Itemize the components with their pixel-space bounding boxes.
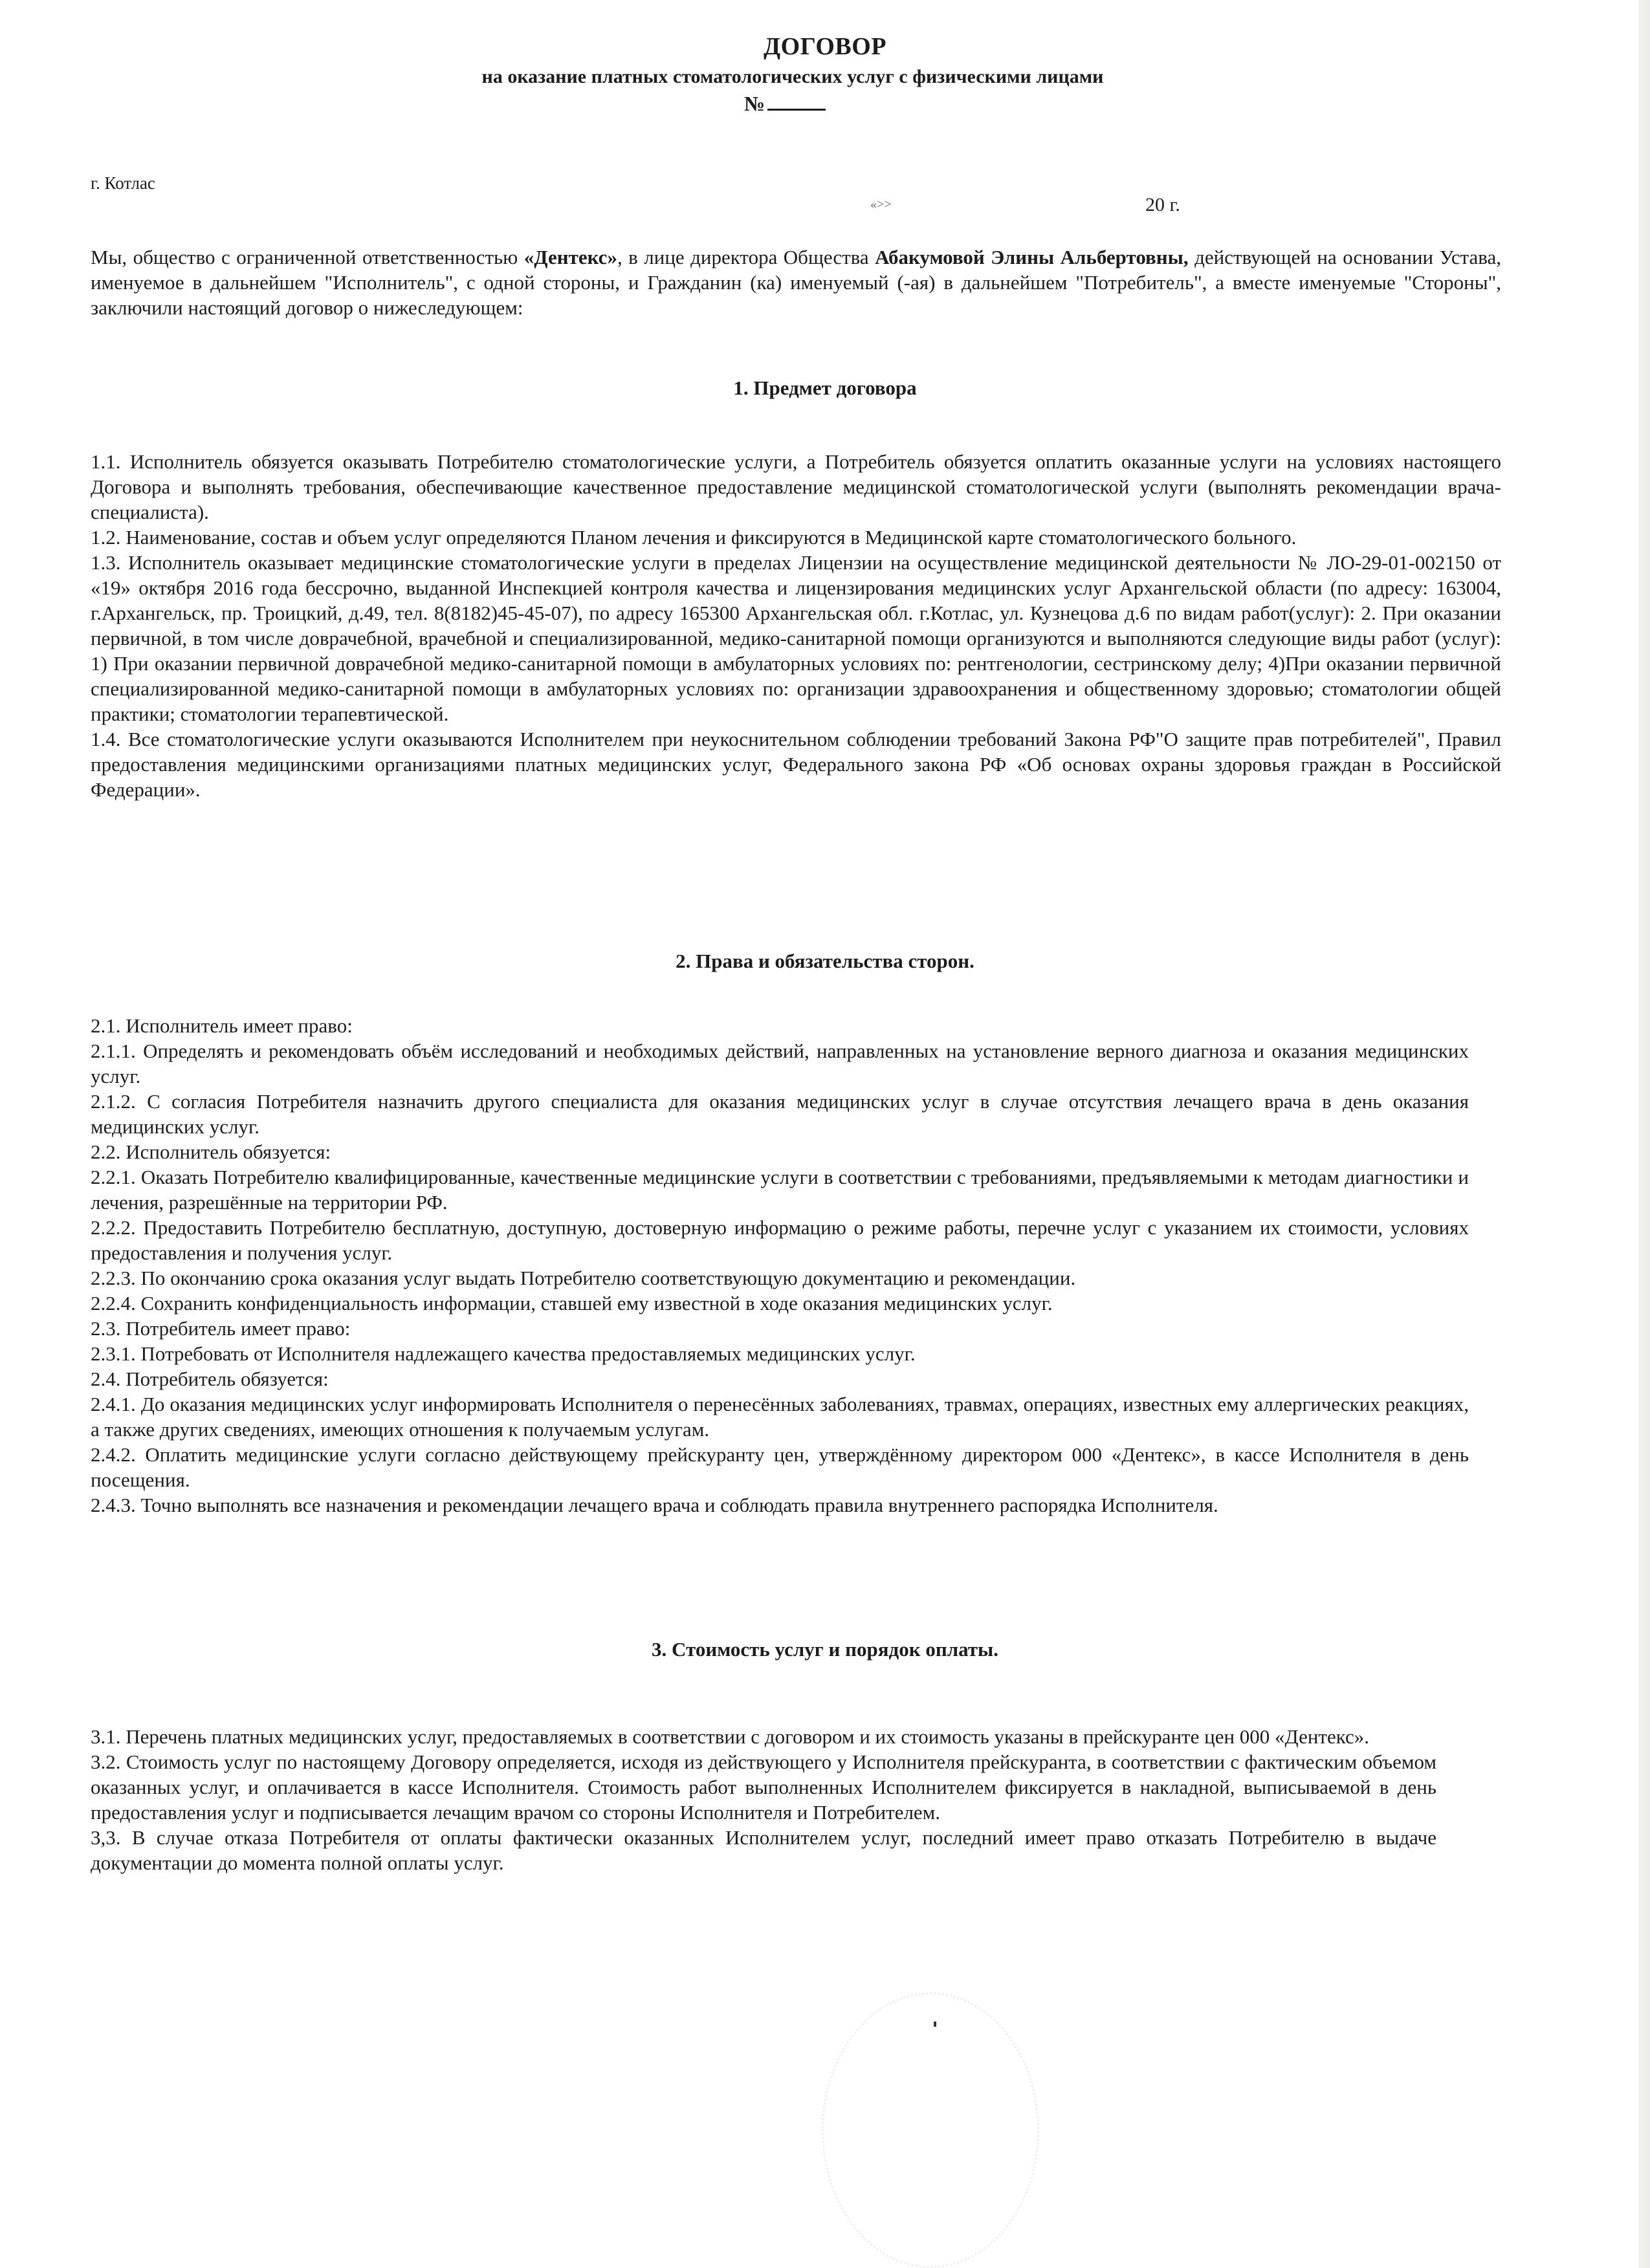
clause-3-1: 3.1. Перечень платных медицинских услуг, предоставляемых в соответствии с договором и их стоимость указаны в прейскуранте цен 000 «Дентекс». [91,1725,1370,1748]
clause-2-2-1: 2.2.1. Оказать Потребителю квалифицированные, качественные медицинские услуги в соответствии с требованиями, предъявляемыми к методам диагностики и лечения, разрешённые на территории РФ. [91,1166,1469,1214]
section-3-body [91,1724,1436,1875]
number-label: № [744,92,765,115]
clause-2-2: 2.2. Исполнитель обязуется: [91,1140,331,1163]
clause-2-1: 2.1. Исполнитель имеет право: [91,1014,353,1037]
company-name: «Дентекс» [523,246,617,268]
clause-1-1: 1.1. Исполнитель обязуется оказывать Потребителю стоматологические услуги, а Потребитель обязуется оплатить оказанные услуги на условиях настоящего Договора и выполнять требования, обеспечивающие качественное предоставление медицинской стоматологической услуги (выполнять рекомендации врача-специалиста). [91,450,1501,523]
section-1-body [91,449,1501,802]
section-1-heading: 1. Предмет договора [733,376,917,399]
preamble-text-1: Мы, общество с ограниченной ответственностью [91,246,524,268]
clause-2-3-1: 2.3.1. Потребовать от Исполнителя надлежащего качества предоставляемых медицинских услуг. [91,1342,916,1365]
preamble [91,245,1501,320]
date-year: 20 г. [1145,194,1180,215]
clause-2-2-4: 2.2.4. Сохранить конфиденциальность информации, ставшей ему известной в ходе оказания медицинских услуг. [91,1292,1053,1314]
number-blank-line [767,109,826,111]
clause-2-4: 2.4. Потребитель обязуется: [91,1368,329,1390]
clause-3-3: 3,3. В случае отказа Потребителя от оплаты фактически оказанных Исполнителем услуг, последний имеет право отказать Потребителю в выдаче документации до момента полной оплаты услуг. [91,1826,1436,1874]
clause-2-3: 2.3. Потребитель имеет право: [91,1317,351,1340]
section-3-heading: 3. Стоимость услуг и порядок оплаты. [652,1638,998,1661]
clause-2-4-1: 2.4.1. До оказания медицинских услуг информировать Исполнителя о перенесённых заболеваниях, травмах, операциях, известных ему аллергических реакциях, а также других сведениях, имеющих отношения к получаемым услугам. [91,1393,1469,1441]
section-2-heading: 2. Права и обязательства сторон. [676,950,974,972]
ink-dot [934,2022,936,2027]
clause-1-4: 1.4. Все стоматологические услуги оказываются Исполнителем при неукоснительном соблюдении требований Закона РФ"О защите прав потребителей", Правил предоставления медицинскими организациями платных медицинских услуг, Федерального закона РФ «Об основах охраны здоровья граждан в Российской Федерации». [91,728,1501,801]
clause-3-2: 3.2. Стоимость услуг по настоящему Договору определяется, исходя из действующего у Исполнителя прейскуранта, в соответствии с фактическим объемом оказанных услуг, и оплачивается в кассе Исполнителя. Стоимость работ выполненных Исполнителем фиксируется в накладной, выписываемой в день предоставления услуг и подписывается лечащим врачом со стороны Исполнителя и Потребителем. [91,1750,1436,1824]
contract-number [744,92,826,116]
preamble-text-2: , в лице директора Общества [617,246,875,268]
clause-1-2: 1.2. Наименование, состав и объем услуг определяются Планом лечения и фиксируются в Медицинской карте стоматологического больного. [91,526,1297,549]
preamble-paragraph [91,245,1501,320]
clause-2-2-3: 2.2.3. По окончанию срока оказания услуг выдать Потребителю соответствующую документацию и рекомендации. [91,1267,1076,1289]
stamp-ghost-mark [822,1992,1039,2268]
document-title: ДОГОВОР [763,33,887,60]
clause-2-2-2: 2.2.2. Предоставить Потребителю бесплатную, доступную, достоверную информацию о режиме работы, перечне услуг с указанием их стоимости, условиях предоставления и получения услуг. [91,1216,1469,1264]
paper-edge [1638,0,1650,2268]
section-2-body [91,1013,1469,1518]
preamble-text-3: действующей на основании Устава, именуемое в дальнейшем "Исполнитель", с одной стороны, и Гражданин (ка) именуемый (-ая) в дальнейшем "Потребитель", а вместе именуемые "Стороны", заключили настоящий договор о нижеследующем: [91,246,1501,319]
date-day-quotes: «>> [870,197,892,212]
document-subtitle: на оказание платных стоматологических услуг с физическими лицами [481,66,1104,87]
clause-2-1-2: 2.1.2. С согласия Потребителя назначить другого специалиста для оказания медицинских услуг в случае отсутствия лечащего врача в день оказания медицинских услуг. [91,1090,1469,1138]
director-name: Абакумовой Элины Альбертовны, [875,246,1189,268]
clause-2-4-3: 2.4.3. Точно выполнять все назначения и рекомендации лечащего врача и соблюдать правила внутреннего распорядка Исполнителя. [91,1494,1218,1516]
clause-2-1-1: 2.1.1. Определять и рекомендовать объём исследований и необходимых действий, направленных на установление верного диагноза и оказания медицинских услуг. [91,1040,1469,1087]
clause-2-4-2: 2.4.2. Оплатить медицинские услуги согласно действующему прейскуранту цен, утверждённому директором 000 «Дентекс», в кассе Исполнителя в день посещения. [91,1443,1469,1491]
city: г. Котлас [91,173,155,193]
clause-1-3: 1.3. Исполнитель оказывает медицинские стоматологические услуги в пределах Лицензии на осуществление медицинской деятельности № ЛО-29-01-002150 от «19» октября 2016 года бессрочно, выданной Инспекцией контроля качества и лицензирования медицинских услуг Архангельской области (по адресу: 163004, г.Архангельск, пр. Троицкий, д.49, тел. 8(8182)45-45-07), по адресу 165300 Архангельская обл. г.Котлас, ул. Кузнецова д.6 по видам работ(услуг): 2. При оказании первичной, в том числе доврачебной, врачебной и специализированной, медико-санитарной помощи организуются и выполняются следующие виды работ (услуг): 1) При оказании первичной доврачебной медико-санитарной помощи в амбулаторных условиях по: рентгенологии, сестринскому делу; 4)При оказании первичной специализированной медико-санитарной помощи в амбулаторных условиях по: организации здравоохранения и общественному здоровью; стоматологии общей практики; стоматологии терапевтической. [91,551,1501,725]
